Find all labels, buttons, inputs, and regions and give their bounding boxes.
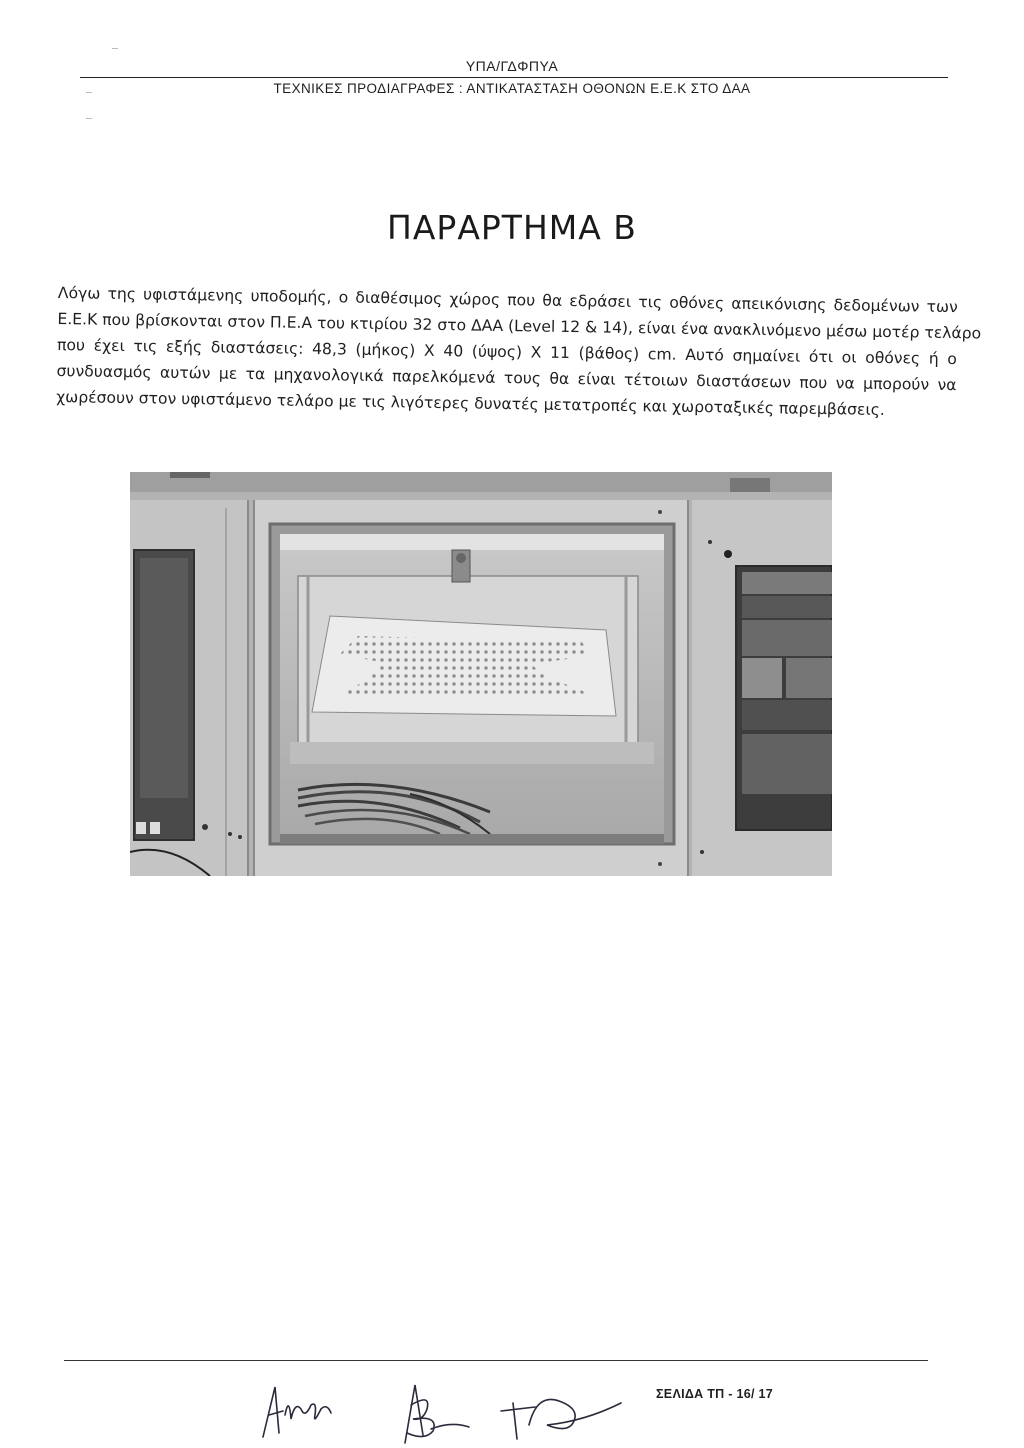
- signature-3: [501, 1399, 621, 1439]
- paragraph-line: συνδυασμός αυτών με τα μηχανολογικά παρελκόμενά τους θα είναι τέτοιων διαστάσεων που να μπορούν να: [56, 361, 957, 395]
- paragraph-line: που έχει τις εξής διαστάσεις: 48,3 (μήκος) Χ 40 (ύψος) Χ 11 (βάθος) cm. Αυτό σημαίνει ότι οι οθόνες ή ο: [56, 335, 958, 369]
- signatures: [255, 1375, 625, 1445]
- header-title: ΥΠΑ/ΓΔΦΠΥΑ: [465, 58, 559, 74]
- body-paragraph: [56, 284, 982, 420]
- scan-mark: [112, 48, 118, 49]
- signature-2: [405, 1385, 469, 1443]
- header-rule: [80, 77, 948, 78]
- paragraph-line: χωρέσουν στον υφιστάμενο τελάρο με τις λιγότερες δυνατές μετατροπές και χωροταξικές παρεμβάσεις.: [56, 387, 885, 420]
- paragraph-line: Λόγω της υφιστάμενης υποδομής, ο διαθέσιμος χώρος που θα εδράσει τις οθόνες απεικόνισης δεδομένων των: [57, 284, 958, 317]
- scan-mark: [86, 118, 92, 119]
- footer-rule: [64, 1360, 928, 1361]
- annex-title: ΠΑΡΑΡΤΗΜΑ Β: [387, 208, 637, 247]
- signature-1: [263, 1387, 331, 1437]
- page-number: ΣΕΛΙΔΑ ΤΠ - 16/ 17: [656, 1387, 774, 1401]
- header-subtitle: ΤΕΧΝΙΚΕΣ ΠΡΟΔΙΑΓΡΑΦΕΣ : ΑΝΤΙΚΑΤΑΣΤΑΣΗ ΟΘΟΝΩΝ Ε.Ε.Κ ΣΤΟ ΔΑΑ: [273, 81, 751, 96]
- paragraph-line: Ε.Ε.Κ που βρίσκονται στον Π.Ε.Α του κτιρίου 32 στο ΔΑΑ (Level 12 & 14), είναι ένα ανακλινόμενο μέσω μοτέρ τελάρο: [57, 309, 982, 343]
- console-frame-photo: [130, 472, 832, 876]
